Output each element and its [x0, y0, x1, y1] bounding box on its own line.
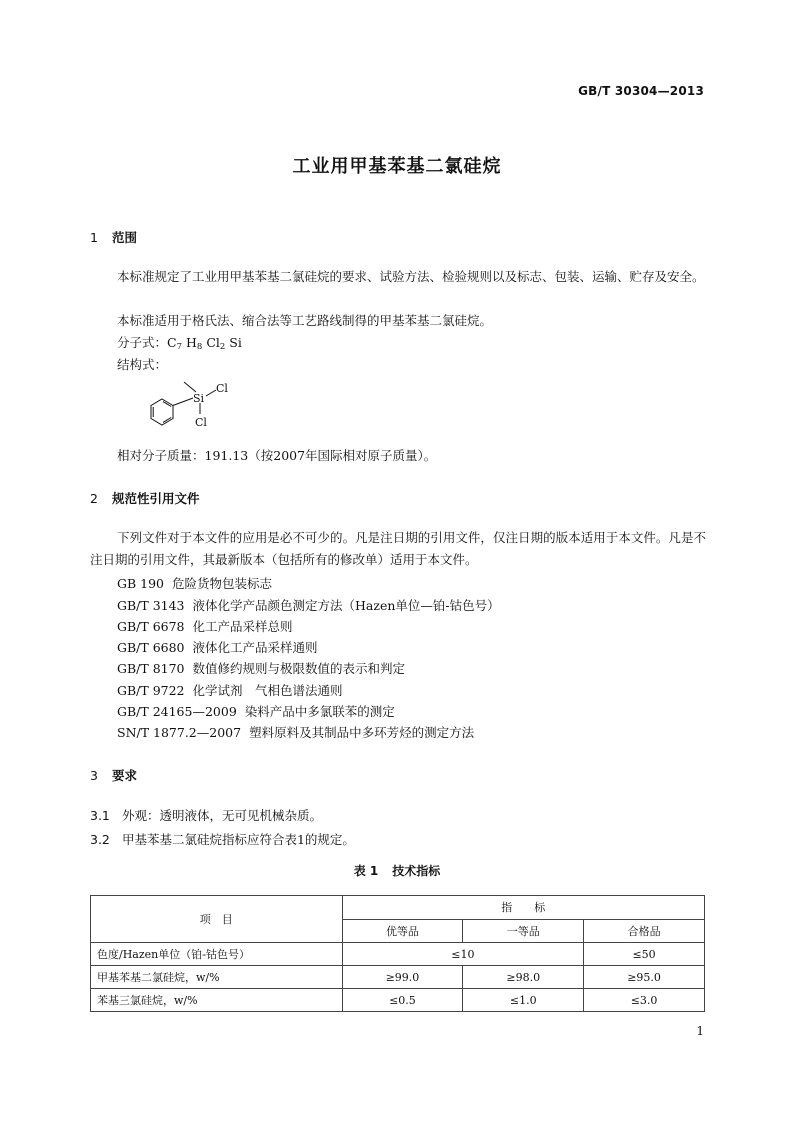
row-value: ≥98.0 [463, 966, 584, 989]
table-caption [0, 862, 794, 879]
reference-item [117, 596, 500, 614]
section-1-title: 范围 [112, 230, 138, 245]
technical-index-table [90, 895, 705, 1012]
molecular-formula [117, 333, 242, 352]
row-item: 甲基苯基二氯硅烷，w/% [91, 966, 343, 989]
row-item: 苯基三氯硅烷，w/% [91, 989, 343, 1012]
structure-label: 结构式： [117, 357, 168, 372]
grade-first: 一等品 [463, 919, 584, 943]
reference-code: GB/T 6680 [117, 640, 185, 655]
table-caption-number: 表 1 [353, 864, 379, 878]
section-1-heading [90, 228, 137, 246]
reference-title: 染料产品中多氯联苯的测定 [244, 704, 395, 719]
table-header-row [91, 896, 705, 920]
formula-cl-count: 2 [219, 342, 226, 352]
standard-number: GB/T 30304—2013 [578, 84, 704, 98]
atom-cl-2: Cl [195, 416, 207, 429]
clause-3-2-text: 甲基苯基二氯硅烷指标应符合表1的规定。 [121, 832, 355, 847]
reference-code: GB/T 8170 [117, 661, 185, 676]
formula-h: H [186, 335, 197, 350]
row-value: ≤50 [584, 943, 705, 966]
reference-title: 化学试剂 气相色谱法通则 [192, 683, 343, 698]
row-item: 色度/Hazen单位（铂-钴色号） [91, 943, 343, 966]
row-value: ≤1.0 [463, 989, 584, 1012]
table-row [91, 966, 705, 989]
normative-intro: 下列文件对于本文件的应用是必不可少的。凡是注日期的引用文件，仅注日期的版本适用于本文件。凡是不注日期的引用文件，其最新版本（包括所有的修改单）适用于本文件。 [90, 530, 706, 567]
reference-item [117, 723, 474, 741]
header-item: 项 目 [91, 896, 343, 943]
ring-si-bond [173, 398, 193, 406]
formula-c: C [167, 335, 177, 350]
relative-molecular-mass: 相对分子质量：191.13（按2007年国际相对原子质量）。 [117, 448, 437, 463]
scope-paragraph-2: 本标准适用于格氏法、缩合法等工艺路线制得的甲基苯基二氯硅烷。 [117, 313, 493, 328]
section-3-number: 3 [90, 768, 98, 783]
reference-code: GB/T 3143 [117, 598, 185, 613]
atom-si: Si [193, 392, 205, 405]
section-1-number: 1 [90, 230, 98, 245]
reference-item [117, 702, 395, 720]
formula-label: 分子式： [117, 335, 168, 350]
document-title: 工业用甲基苯基二氯硅烷 [292, 156, 502, 177]
reference-code: GB/T 24165—2009 [117, 704, 237, 719]
reference-code: GB 190 [117, 576, 165, 591]
table-caption-title: 技术指标 [392, 864, 441, 878]
row-value: ≤3.0 [584, 989, 705, 1012]
grade-superior: 优等品 [342, 919, 463, 943]
atom-cl-1: Cl [216, 382, 228, 395]
formula-si: Si [229, 335, 242, 350]
scope-paragraph-1: 本标准规定了工业用甲基苯基二氯硅烷的要求、试验方法、检验规则以及标志、包装、运输、贮存及安全。 [117, 269, 705, 284]
reference-title: 数值修约规则与极限数值的表示和判定 [192, 661, 406, 676]
section-2-number: 2 [90, 491, 98, 506]
section-2-title: 规范性引用文件 [112, 491, 200, 506]
reference-title: 塑料原料及其制品中多环芳烃的测定方法 [249, 725, 475, 740]
row-value: ≤0.5 [342, 989, 463, 1012]
clause-3-1 [90, 806, 322, 824]
clause-3-1-number: 3.1 [90, 808, 110, 823]
row-value: ≥95.0 [584, 966, 705, 989]
clause-3-2-number: 3.2 [90, 832, 110, 847]
formula-h-count: 8 [196, 342, 203, 352]
reference-item [117, 638, 318, 656]
structural-formula-diagram [140, 378, 240, 440]
reference-title: 化工产品采样总则 [192, 619, 293, 634]
formula-c-count: 7 [176, 342, 183, 352]
grade-qualified: 合格品 [584, 919, 705, 943]
clause-3-2 [90, 830, 355, 848]
reference-code: SN/T 1877.2—2007 [117, 725, 242, 740]
formula-cl: Cl [206, 335, 220, 350]
reference-title: 液体化工产品采样通则 [192, 640, 318, 655]
benzene-ring [151, 399, 173, 425]
reference-item [117, 574, 272, 592]
table-row [91, 943, 705, 966]
reference-item [117, 617, 293, 635]
table-row [91, 989, 705, 1012]
reference-title: 危险货物包装标志 [172, 576, 273, 591]
row-value: ≤10 [342, 943, 584, 966]
section-3-heading [90, 766, 137, 784]
row-value: ≥99.0 [342, 966, 463, 989]
si-cl-bond-1 [206, 390, 216, 396]
reference-item [117, 659, 405, 677]
reference-code: GB/T 9722 [117, 683, 185, 698]
reference-code: GB/T 6678 [117, 619, 185, 634]
methyl-bond [184, 382, 196, 392]
header-index: 指 标 [342, 896, 704, 920]
clause-3-1-text: 外观：透明液体，无可见机械杂质。 [121, 808, 322, 823]
page-number: 1 [696, 1024, 704, 1038]
reference-item [117, 681, 343, 699]
section-3-title: 要求 [112, 768, 138, 783]
reference-title: 液体化学产品颜色测定方法（Hazen单位—铂-钴色号） [192, 598, 500, 613]
section-2-heading [90, 489, 200, 507]
